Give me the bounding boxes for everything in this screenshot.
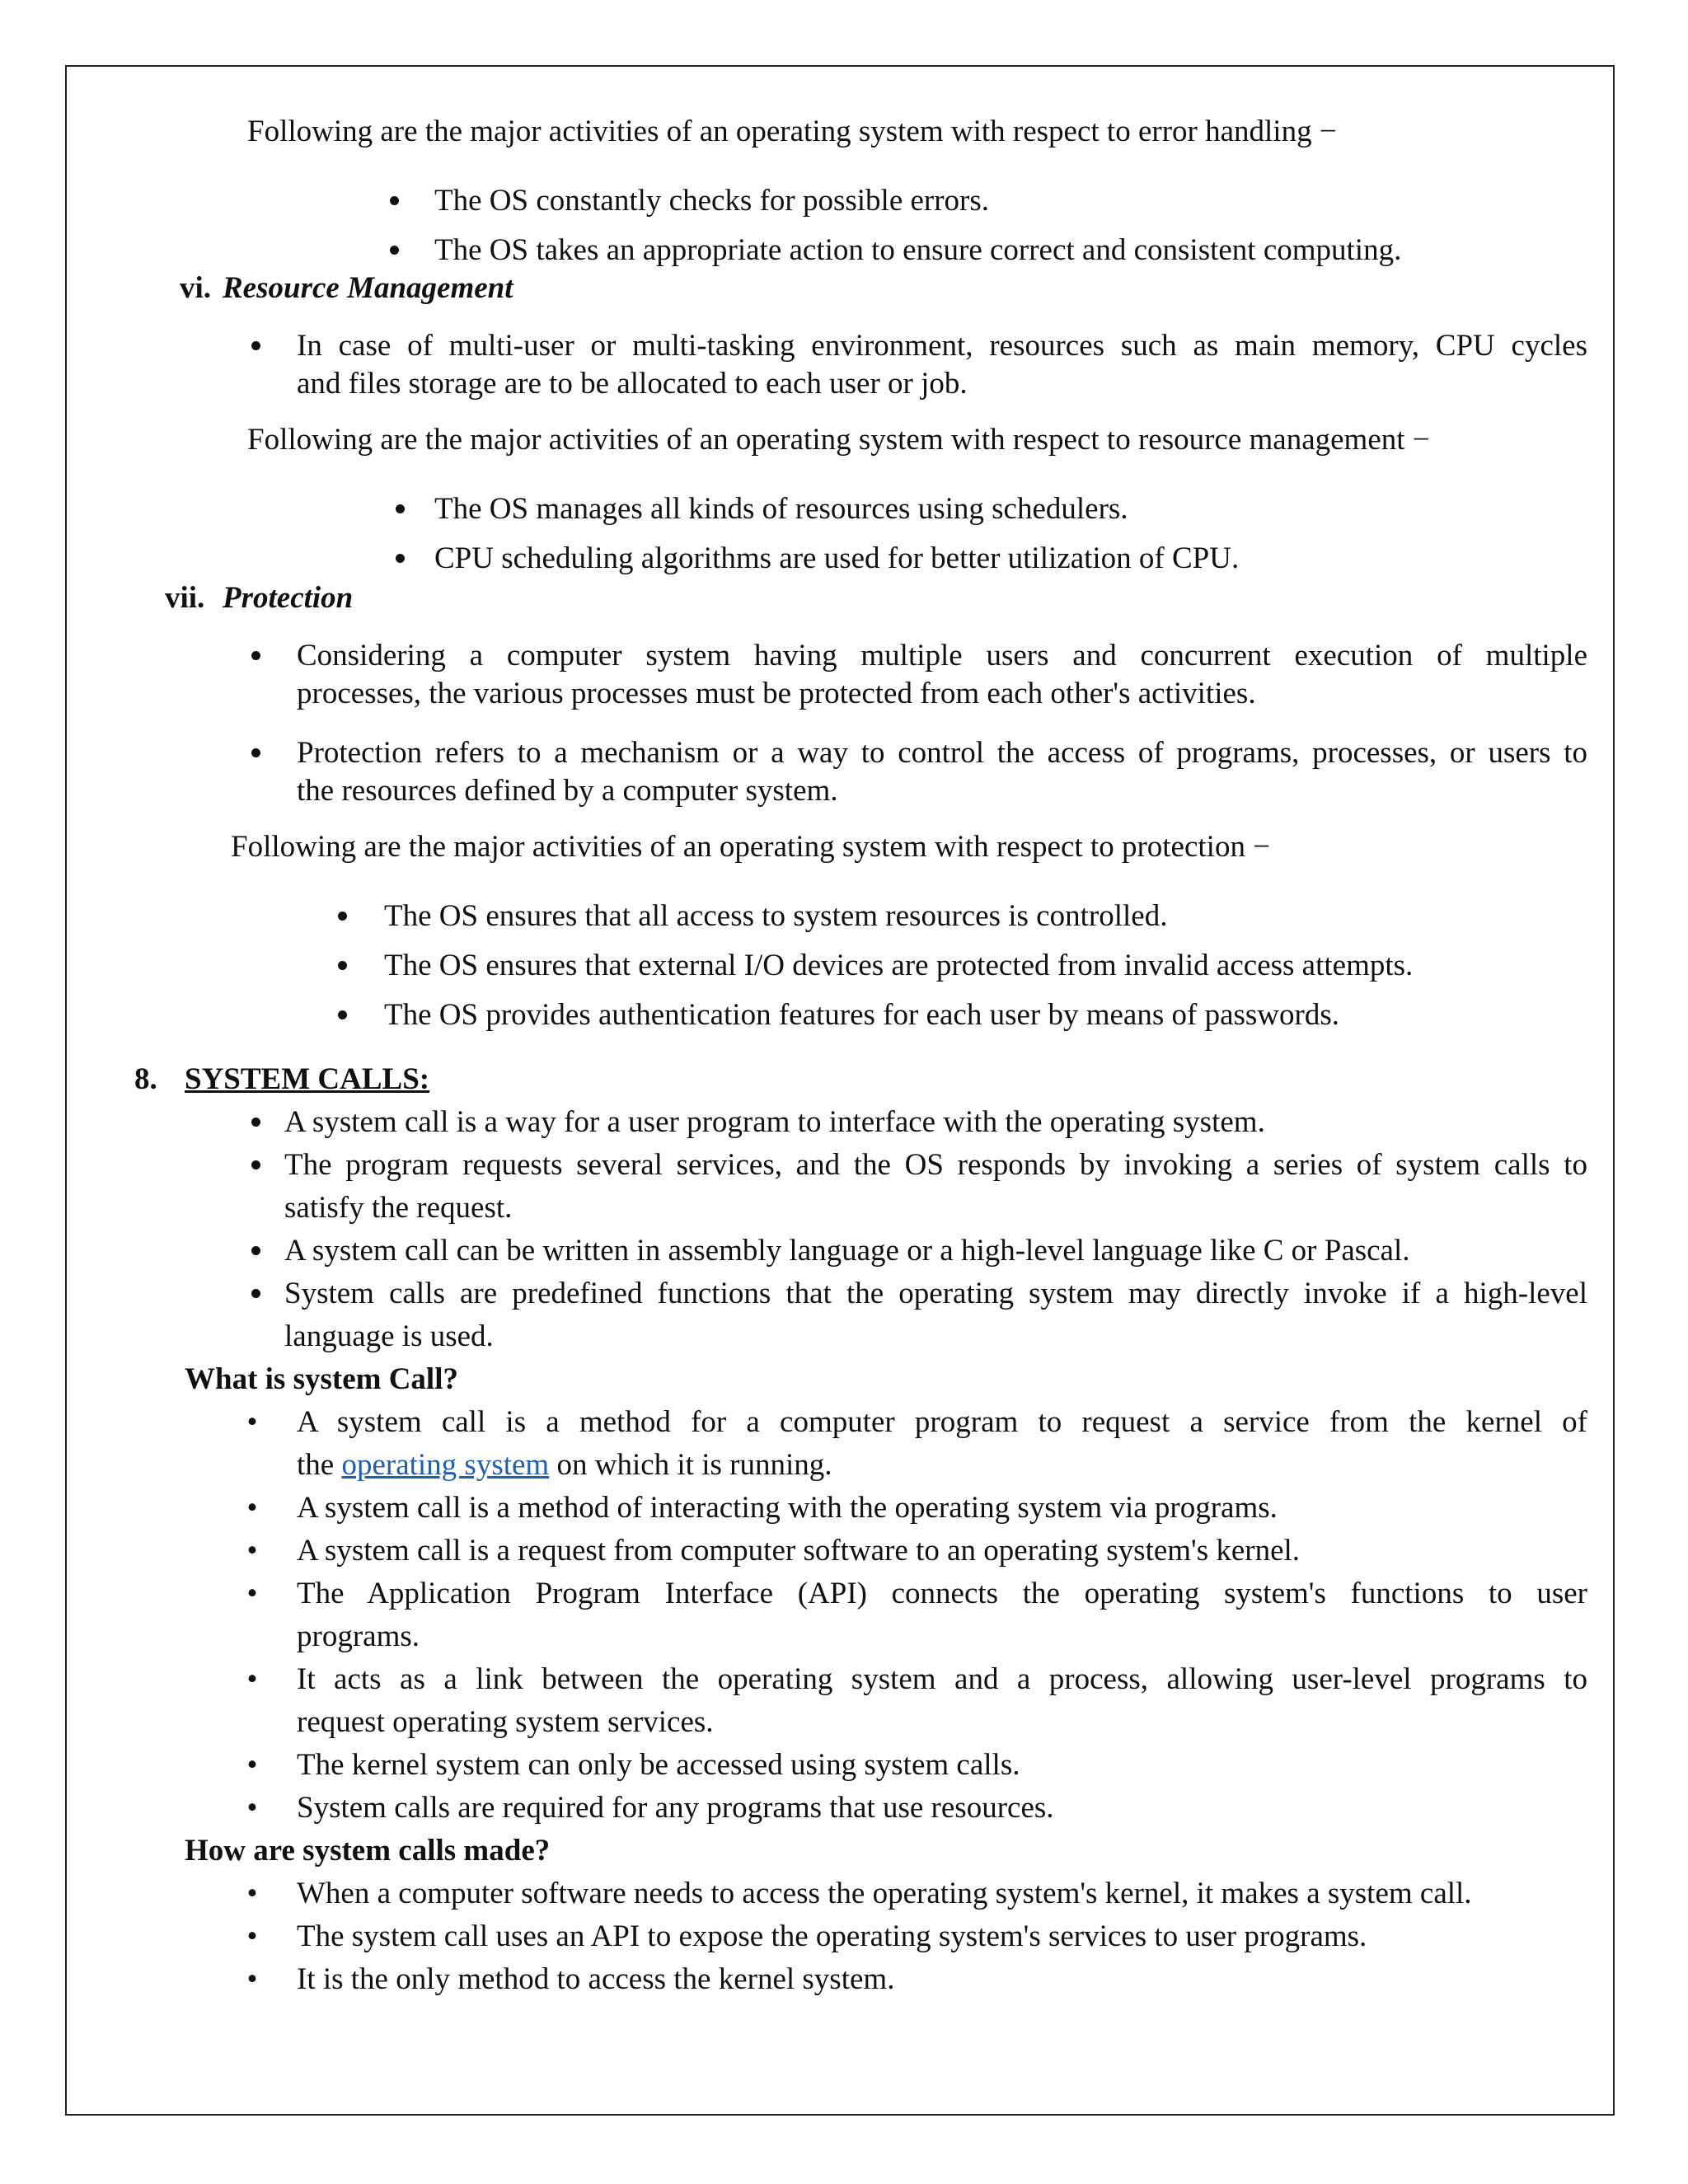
what-is-text: the [297, 1448, 342, 1482]
protection-desc-line: Considering a computer system having multiple users and concurrent execution of multiple [297, 639, 1587, 673]
bullet-icon [247, 732, 264, 775]
system-calls-item: language is used. [284, 1319, 494, 1353]
how-made-item: The system call uses an API to expose the operating system's services to user programs. [297, 1919, 1367, 1953]
protection-item: The OS provides authentication features for each user by means of passwords. [384, 998, 1339, 1032]
resource-management-item: The OS manages all kinds of resources using schedulers. [434, 492, 1128, 526]
resource-management-heading: Resource Management [223, 271, 513, 305]
bullet-icon [386, 229, 402, 272]
what-is-item: A system call is a method of interacting with the operating system via programs. [297, 1491, 1278, 1525]
bullet-icon [247, 1230, 264, 1272]
what-is-item: It acts as a link between the operating system and a process, allowing user-level programs to [297, 1662, 1587, 1696]
bullet-icon: • [246, 1877, 258, 1910]
bullet-icon: • [246, 1534, 258, 1568]
resource-management-desc-line: In case of multi-user or multi-tasking environment, resources such as main memory, CPU cycles [297, 329, 1587, 363]
what-is-system-call-heading: What is system Call? [185, 1362, 458, 1396]
system-calls-item: A system call can be written in assembly language or a high-level language like C or Pascal. [284, 1234, 1410, 1268]
bullet-icon: • [246, 1405, 258, 1439]
system-calls-item: A system call is a way for a user program to interface with the operating system. [284, 1105, 1265, 1139]
protection-intro: Following are the major activities of an operating system with respect to protection − [231, 830, 1271, 864]
resource-management-desc-line: and files storage are to be allocated to each user or job. [297, 367, 968, 401]
system-calls-item: The program requests several services, and the OS responds by invoking a series of system calls to [284, 1148, 1587, 1182]
resource-management-item: CPU scheduling algorithms are used for better utilization of CPU. [434, 541, 1240, 575]
how-made-item: When a computer software needs to access the operating system's kernel, it makes a system call. [297, 1877, 1472, 1910]
resource-management-intro: Following are the major activities of an operating system with respect to resource management − [247, 423, 1430, 457]
section-numeral: vii. [165, 581, 205, 615]
what-is-text: on which it is running. [549, 1448, 832, 1482]
how-system-calls-made-heading: How are system calls made? [185, 1834, 551, 1868]
bullet-icon: • [246, 1577, 258, 1610]
what-is-item: A system call is a request from computer software to an operating system's kernel. [297, 1534, 1301, 1568]
protection-item: The OS ensures that external I/O devices are protected from invalid access attempts. [384, 949, 1414, 982]
protection-desc-line: processes, the various processes must be protected from each other's activities. [297, 677, 1256, 710]
system-calls-item: System calls are predefined functions that the operating system may directly invoke if a high-level [284, 1277, 1587, 1310]
what-is-item [297, 1444, 832, 1487]
bullet-icon: • [246, 1919, 258, 1953]
bullet-icon [247, 635, 264, 677]
what-is-item: programs. [297, 1619, 420, 1653]
bullet-icon [247, 1101, 264, 1144]
bullet-icon: • [246, 1962, 258, 1996]
what-is-item: The kernel system can only be accessed using system calls. [297, 1748, 1020, 1782]
what-is-item: A system call is a method for a computer program to request a service from the kernel of [297, 1405, 1587, 1439]
bullet-icon: • [246, 1491, 258, 1525]
what-is-item: request operating system services. [297, 1705, 714, 1739]
bullet-icon [392, 537, 408, 580]
how-made-item: It is the only method to access the kernel system. [297, 1962, 895, 1996]
protection-heading: Protection [223, 581, 354, 615]
bullet-icon: • [246, 1662, 258, 1696]
bullet-icon [334, 944, 350, 987]
what-is-item: The Application Program Interface (API) connects the operating system's functions to user [297, 1577, 1587, 1610]
protection-desc-line: Protection refers to a mechanism or a way to control the access of programs, processes, or users to [297, 736, 1587, 770]
bullet-icon [392, 488, 408, 531]
system-calls-heading: SYSTEM CALLS: [185, 1062, 430, 1096]
bullet-icon [334, 895, 350, 938]
bullet-icon [247, 1272, 264, 1315]
error-handling-intro: Following are the major activities of an operating system with respect to error handling − [247, 115, 1337, 148]
error-handling-item: The OS takes an appropriate action to ensure correct and consistent computing. [434, 233, 1402, 267]
bullet-icon: • [246, 1748, 258, 1782]
operating-system-link[interactable]: operating system [341, 1448, 550, 1482]
protection-desc-line: the resources defined by a computer system. [297, 774, 838, 808]
section-number: 8. [134, 1062, 157, 1096]
what-is-item: System calls are required for any programs that use resources. [297, 1791, 1054, 1825]
bullet-icon [334, 994, 350, 1037]
bullet-icon [247, 1144, 264, 1187]
error-handling-item: The OS constantly checks for possible errors. [434, 184, 990, 218]
section-numeral: vi. [180, 271, 212, 305]
bullet-icon [247, 325, 264, 368]
bullet-icon [386, 180, 402, 223]
system-calls-item: satisfy the request. [284, 1191, 513, 1225]
protection-item: The OS ensures that all access to system resources is controlled. [384, 899, 1168, 933]
bullet-icon: • [246, 1791, 258, 1825]
